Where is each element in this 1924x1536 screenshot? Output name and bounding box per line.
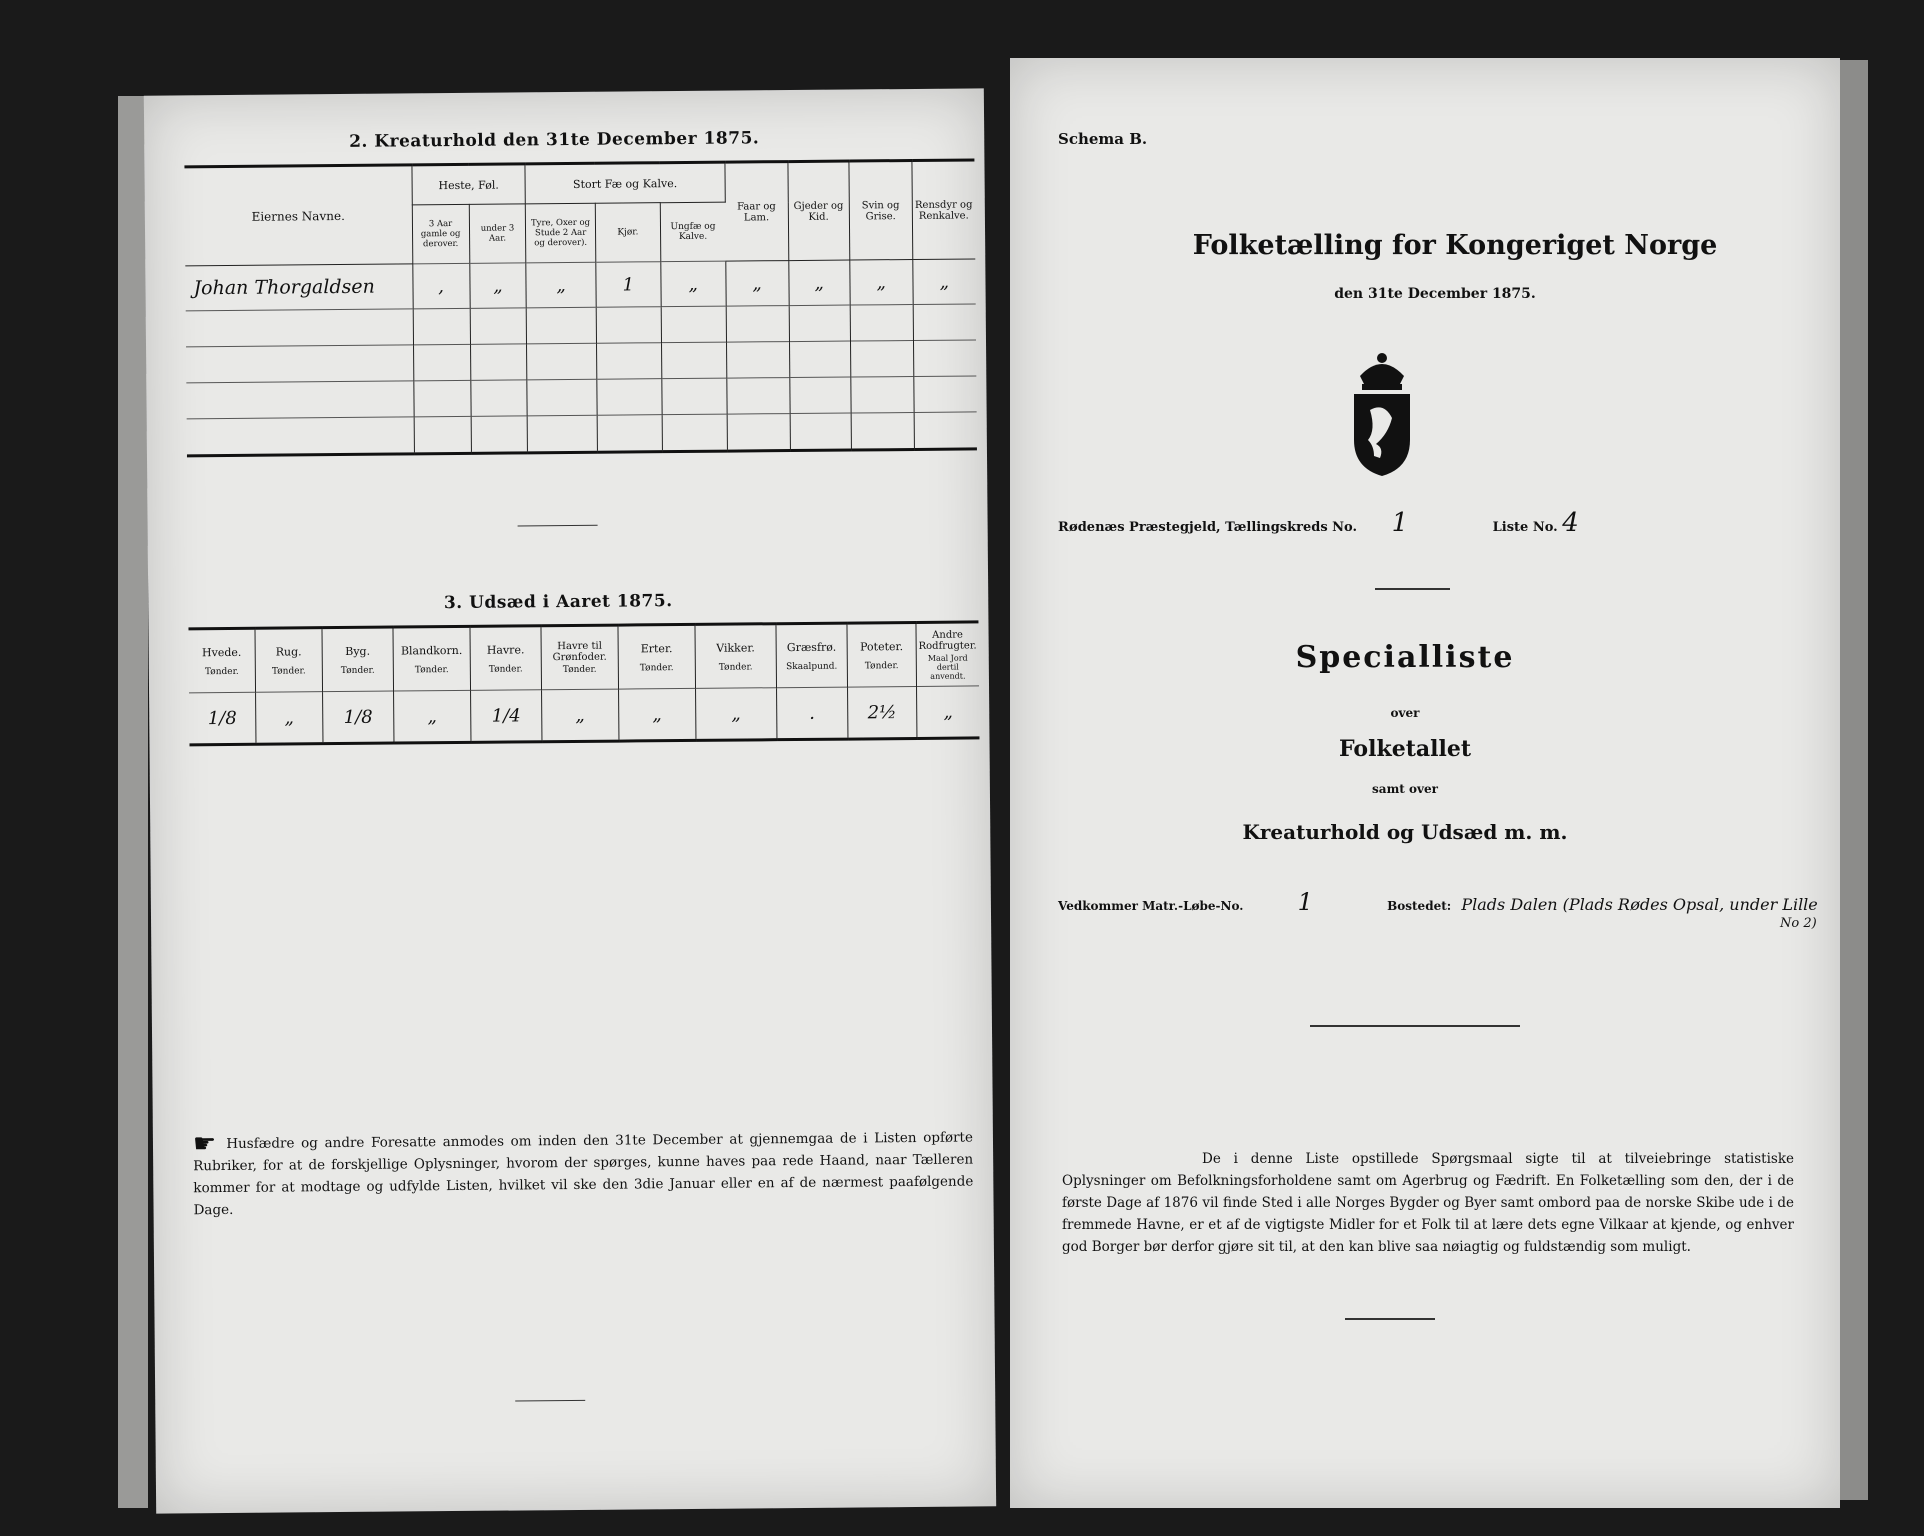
crop-havre: Havre. Tønder. [470, 626, 542, 691]
over-text-1: over [1390, 706, 1420, 720]
crop-erter: Erter. Tønder. [618, 624, 696, 689]
liste-number: 4 [1562, 508, 1579, 538]
owner-name: Johan Thorgaldsen [185, 264, 412, 311]
info-paragraph: De i denne Liste opstillede Spørgsmaal sigte til at tilveiebringe statistiske Oplysninger om Befolkningsforholdene samt om Agerbrug og Fædrift. En Folketælling som den, der i de første Dage af 1876 vil finde Sted i alle Norges Bygder og Byer samt ombord paa de norske Skibe ude i de fremmede Havne, er et af de vigtigste Midler for et Folk til at lære dets egne Vilkaar at kjende, og enhver god Borger bør derfor gjøre sit til, at den kan blive saa nøiagtig og fuldstændig som muligt. [1062, 1151, 1794, 1255]
specialliste-title: Specialliste [1295, 640, 1515, 675]
cell-reindeer: „ [913, 259, 976, 305]
table-row [185, 259, 975, 311]
crop-havre-gronfoder: Havre til Grønfoder. Tønder. [541, 625, 619, 690]
cell-poteter: 2½ [847, 686, 917, 739]
census-date: den 31te December 1875. [1334, 286, 1536, 302]
reindeer-header: Rensdyr og Renkalve. [912, 160, 976, 260]
section3-title: 3. Udsæd i Aaret 1875. [443, 591, 673, 614]
horses-under3-header: under 3 Aar. [469, 204, 526, 263]
cows-header: Kjør. [595, 203, 661, 263]
cell-andre-rodfrugter: „ [916, 686, 979, 739]
crop-rug: Rug. Tønder. [255, 628, 323, 693]
cell-havre: 1/4 [470, 690, 541, 743]
cell-erter: „ [618, 688, 695, 741]
cell-calves: „ [661, 261, 726, 307]
cell-cows: 1 [596, 262, 662, 308]
cell-bulls: „ [526, 262, 596, 308]
district-number: 1 [1391, 508, 1409, 538]
cell-vikker: „ [695, 688, 776, 741]
separator [518, 525, 598, 527]
horses-3yr-header: 3 Aar gamle og derover. [412, 204, 469, 263]
kreaturhold-title: Kreaturhold og Udsæd m. m. [1242, 820, 1568, 844]
schema-label: Schema B. [1058, 130, 1148, 148]
bulls-header: Tyre, Oxer og Stude 2 Aar og derover). [526, 203, 596, 263]
separator [1310, 1025, 1520, 1027]
crop-poteter: Poteter. Tønder. [847, 622, 917, 687]
folketallet-title: Folketallet [1339, 736, 1471, 762]
matr-line [1058, 888, 1838, 916]
crop-blandkorn: Blandkorn. Tønder. [393, 626, 471, 691]
district-label: Rødenæs Præstegjeld, Tællingskreds No. [1058, 520, 1358, 535]
crop-byg: Byg. Tønder. [322, 627, 394, 692]
matr-label: Vedkommer Matr.-Løbe-No. [1058, 899, 1244, 913]
crop-graesfro: Græsfrø. Skaalpund. [776, 623, 848, 688]
matr-number: 1 [1297, 888, 1313, 916]
pointing-hand-icon: ☛ [192, 1129, 217, 1160]
sheep-header: Faar og Lam. [724, 162, 788, 262]
cell-hvede: 1/8 [189, 692, 256, 745]
right-page-edge [1840, 60, 1868, 1500]
left-page-edge [118, 96, 148, 1508]
separator [515, 1400, 585, 1402]
cell-graesfro: . [776, 687, 847, 740]
pigs-header: Svin og Grise. [849, 160, 913, 260]
coat-of-arms [1340, 348, 1424, 478]
calves-header: Ungfæ og Kalve. [670, 221, 716, 243]
notice-text: Husfædre og andre Foresatte anmodes om inden den 31te December at gjennemgaa de i Listen opførte Rubriker, for at de forskjellige Oplysninger, hvorom der spørges, kunne haves paa rede Haand, naar Tælleren kommer for at modtage og udfylde Listen, hvilket vil ske den 3die Januar eller en af de nærmest paafølgende Dage. [193, 1129, 974, 1219]
district-line [1058, 508, 1818, 538]
livestock-table [184, 158, 977, 457]
cell-horses-3yr: , [412, 263, 469, 308]
cell-pigs: „ [850, 259, 913, 305]
bostedet-label: Bostedet: [1387, 899, 1452, 913]
cell-sheep: „ [725, 261, 788, 307]
norway-crest-icon [1340, 348, 1424, 478]
right-page [1010, 58, 1840, 1508]
notice-paragraph [193, 1126, 974, 1221]
owner-header: Eiernes Navne. [184, 165, 412, 266]
left-page [144, 88, 996, 1513]
bostedet-value-2: No 2) [1780, 916, 1817, 931]
table-row [189, 686, 979, 745]
crop-vikker: Vikker. Tønder. [695, 624, 777, 689]
separator [1345, 1318, 1435, 1320]
cell-blandkorn: „ [393, 690, 470, 743]
cell-byg: 1/8 [323, 691, 394, 744]
horses-header: Heste, Føl. [412, 164, 526, 205]
liste-label: Liste No. [1492, 520, 1558, 535]
census-title: Folketælling for Kongeriget Norge [1192, 230, 1718, 261]
cell-rug: „ [256, 692, 323, 745]
cell-horses-under3: „ [469, 263, 526, 308]
cattle-header: Stort Fæ og Kalve. [525, 162, 724, 204]
cell-goats: „ [788, 260, 849, 306]
goats-header: Gjeder og Kid. [788, 161, 850, 261]
table-row [187, 412, 977, 456]
separator [1375, 588, 1450, 590]
crop-hvede: Hvede. Tønder. [188, 628, 255, 693]
crop-andre-rodfrugter: Andre Rodfrugter. Maal Jord dertil anvendt. [916, 622, 979, 687]
bostedet-value: Plads Dalen (Plads Rødes Opsal, under Lille [1461, 895, 1818, 914]
section2-title: 2. Kreaturhold den 31te December 1875. [349, 128, 760, 152]
cell-havre-gronfoder: „ [541, 689, 618, 742]
seed-table [188, 620, 979, 746]
samt-over-text: samt over [1372, 782, 1438, 796]
